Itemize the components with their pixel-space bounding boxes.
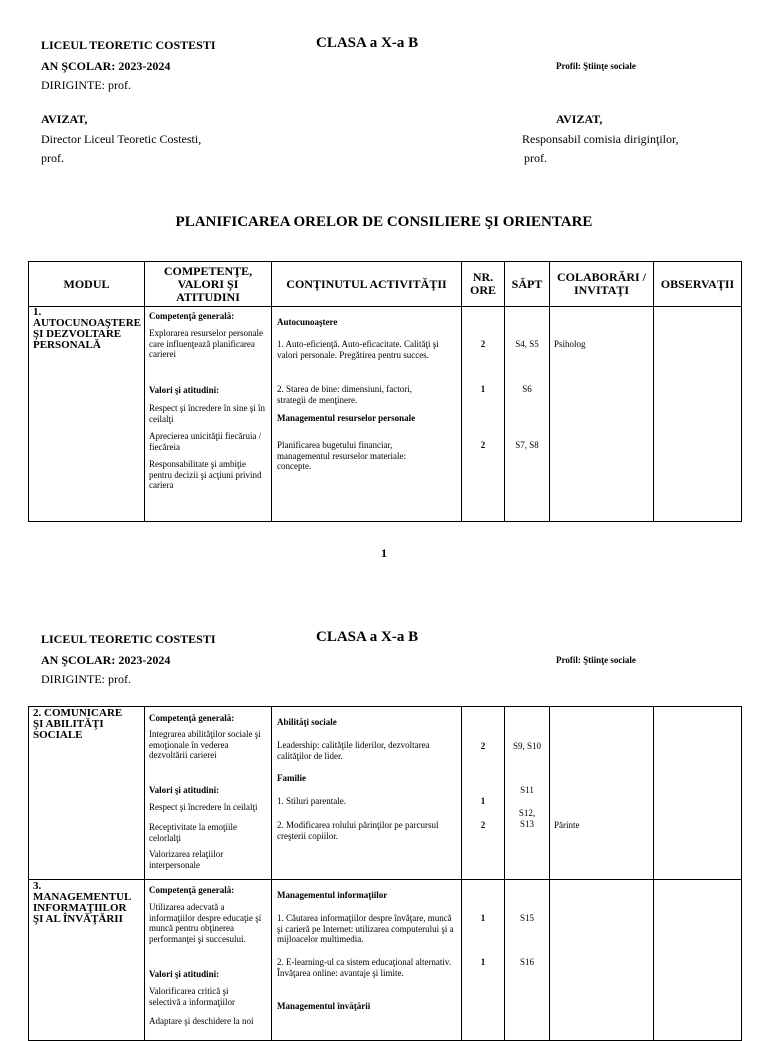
approval-right-title: AVIZAT, [556, 112, 603, 126]
module1-name: 1. AUTOCUNOAŞTERE ŞI DEZVOLTARE PERSONALĂ [33, 306, 141, 351]
module3-collaborators [550, 880, 653, 1040]
module1-observations [654, 307, 741, 521]
profile-label: Profil: Ştiinţe sociale [556, 61, 636, 71]
module3-comp-title: Competenţă generală: [149, 885, 235, 895]
table-row-module1 [29, 307, 742, 522]
diriginte-label: DIRIGINTE: prof. [41, 78, 131, 92]
approval-left-line1: Director Liceul Teoretic Costesti, [41, 132, 202, 146]
module2-value1: Respect şi încredere în ceilalţi [149, 802, 258, 812]
module2-name: 2. COMUNICARE ŞI ABILITĂŢI SOCIALE [33, 707, 123, 741]
module2-hours1: 2 [480, 741, 486, 751]
module1-value2: Aprecierea unicităţii fiecăruia / fiecăreia [149, 431, 262, 452]
module2-value2: Receptivitate la emoţiile celorlalţi [149, 822, 237, 843]
class-title-page2: CLASA a X-a B [316, 629, 419, 645]
school-name: LICEUL TEORETIC COSTESTI [41, 38, 216, 52]
module1-value1: Respect şi încredere în sine şi în ceilalţi [149, 403, 265, 424]
module2-week2: S11 [520, 785, 534, 795]
header-continut: CONŢINUTUL ACTIVITĂŢII [272, 262, 462, 307]
module1-hours2: 1 [480, 384, 486, 394]
module2-comp-text: Integrarea abilităţilor sociale şi emoţionale în vederea dezvoltării carierei [149, 729, 261, 760]
header-competente: COMPETENŢE, VALORI ŞI ATITUDINI [145, 262, 272, 307]
module2-section2: Familie [277, 773, 306, 783]
module2-observations [654, 707, 741, 879]
module3-value2: Adaptare şi deschidere la noi [149, 1016, 254, 1026]
module3-hours1: 1 [480, 913, 486, 923]
module3-week2: S16 [519, 957, 534, 967]
module2-value3: Valorizarea relaţiilor interpersonale [149, 849, 224, 870]
module2-activity3: 2. Modificarea rolului părinţilor pe parcursul creşterii copiilor. [277, 820, 439, 841]
module1-section1: Autocunoaştere [277, 317, 338, 327]
module2-section1: Abilităţi sociale [277, 717, 337, 727]
header-observatii: OBSERVAŢII [654, 262, 742, 307]
module1-week2: S6 [522, 384, 532, 394]
module3-hours2: 1 [480, 957, 486, 967]
module3-comp-text: Utilizarea adecvată a informaţiilor despre educaţie şi muncă pentru obţinerea performanţei şi succesului. [149, 902, 262, 944]
module1-week3: S7, S8 [515, 440, 539, 450]
module2-comp-title: Competenţă generală: [149, 713, 235, 723]
approval-left-title: AVIZAT, [41, 112, 88, 126]
module1-section2: Managementul resurselor personale [277, 413, 416, 423]
module3-week1: S15 [519, 913, 534, 923]
profile-label-page2: Profil: Ştiinţe sociale [556, 655, 636, 665]
document-title: PLANIFICAREA ORELOR DE CONSILIERE ŞI ORIENTARE [175, 214, 593, 230]
module1-hours3: 2 [480, 440, 486, 450]
module1-hours1: 2 [480, 339, 486, 349]
module3-activity2: 2. E-learning-ul ca sistem educaţional alternativ. Învăţarea online: avantaje şi limite. [277, 957, 452, 978]
module2-values-title: Valori şi atitudini: [149, 785, 220, 795]
module3-activity1: 1. Căutarea informaţiilor despre învăţare, muncă şi carieră pe Internet: utilizarea computerului şi a mijloacelor multimedia. [277, 913, 454, 944]
module3-observations [654, 880, 741, 1040]
module3-section1: Managementul informaţiilor [277, 890, 388, 900]
header-colaborari: COLABORĂRI / INVITAŢI [550, 262, 654, 307]
module2-collaborator3: Părinte [554, 820, 580, 830]
school-year: AN ŞCOLAR: 2023-2024 [41, 59, 171, 73]
module2-activity2: 1. Stiluri parentale. [277, 796, 346, 806]
header-modul: MODUL [29, 262, 145, 307]
module1-activity1: 1. Auto-eficienţă. Auto-eficacitate. Calităţi şi valori personale. Pregătirea pentru succes. [277, 339, 439, 360]
approval-right-line1: Responsabil comisia diriginţilor, [522, 132, 679, 146]
module2-activity1: Leadership: calităţile liderilor, dezvoltarea calităţilor de lider. [277, 740, 430, 761]
planning-table-page2 [28, 706, 742, 1041]
module1-collaborator1: Psiholog [554, 339, 586, 349]
module1-comp-title: Competenţă generală: [149, 311, 235, 321]
module3-value1: Valorificarea critică şi selectivă a informaţiilor [149, 986, 235, 1007]
module1-activity3: Planificarea bugetului financiar, managementul resurselor materiale: concepte. [277, 440, 406, 471]
module2-hours3: 2 [480, 820, 486, 830]
diriginte-label-page2: DIRIGINTE: prof. [41, 672, 131, 686]
school-year-page2: AN ŞCOLAR: 2023-2024 [41, 653, 171, 667]
page-number: 1 [381, 546, 387, 560]
module1-value3: Responsabilitate şi ambiţie pentru decizii şi acţiuni privind cariera [149, 459, 262, 490]
header-sapt: SĂPT [505, 262, 550, 307]
planning-table-page1 [28, 261, 742, 522]
module2-week1: S9, S10 [512, 741, 541, 751]
table-row-module3 [29, 880, 742, 1041]
module1-activity2: 2. Starea de bine: dimensiuni, factori, strategii de menţinere. [277, 384, 412, 405]
header-nr-ore: NR. ORE [462, 262, 505, 307]
module2-hours2: 1 [480, 796, 486, 806]
module1-values-title: Valori şi atitudini: [149, 385, 220, 395]
table-header-row [29, 262, 742, 307]
module3-name: 3. MANAGEMENTUL INFORMAŢIILOR ŞI AL ÎNVĂŢĂRII [33, 880, 131, 925]
module1-comp-text: Explorarea resurselor personale care influenţează planificarea carierei [149, 328, 263, 359]
module2-week3: S12, S13 [518, 808, 536, 829]
school-name-page2: LICEUL TEORETIC COSTESTI [41, 632, 216, 646]
approval-right-line2: prof. [524, 151, 547, 165]
approval-left-line2: prof. [41, 151, 64, 165]
module3-section2: Managementul învăţării [277, 1001, 371, 1011]
module1-week1: S4, S5 [515, 339, 539, 349]
table-row-module2 [29, 707, 742, 880]
module3-values-title: Valori şi atitudini: [149, 969, 220, 979]
class-title: CLASA a X-a B [316, 35, 419, 51]
